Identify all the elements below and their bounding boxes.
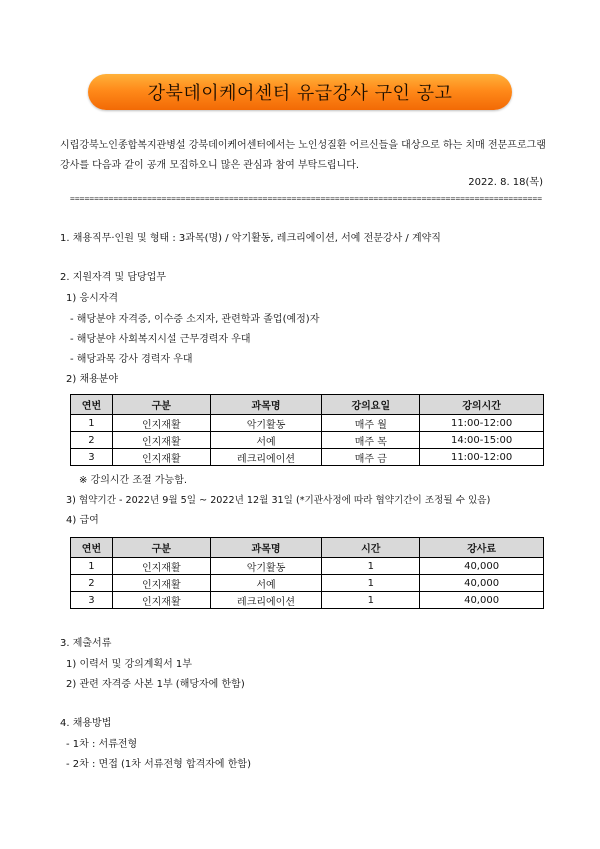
title-banner bbox=[88, 74, 512, 110]
table-cell: 11:00-12:00 bbox=[420, 449, 544, 466]
table-row bbox=[71, 432, 544, 449]
table-cell: 14:00-15:00 bbox=[420, 432, 544, 449]
table-cell: 3 bbox=[71, 592, 113, 609]
section-1-employment: 1. 채용직무·인원 및 형태 : 3과목(명) / 악기활동, 레크리에이션, 서예 전문강사 / 계약직 bbox=[60, 233, 441, 244]
document-item: 1) 이력서 및 강의계획서 1부 bbox=[66, 659, 192, 670]
table-cell: 40,000 bbox=[420, 558, 544, 575]
header-cell: 연번 bbox=[71, 538, 113, 558]
contract-period: 3) 협약기간 - 2022년 9월 5일 ~ 2022년 12월 31일 (*기관사정에 따라 협약기간이 조정될 수 있음) bbox=[66, 495, 491, 506]
salary-table bbox=[70, 537, 544, 609]
table-cell: 인지재활 bbox=[112, 449, 210, 466]
table-cell: 악기활동 bbox=[210, 558, 322, 575]
hiring-field-table bbox=[70, 394, 544, 466]
header-cell: 과목명 bbox=[210, 395, 322, 415]
header-cell: 강의요일 bbox=[322, 395, 420, 415]
table-cell: 40,000 bbox=[420, 575, 544, 592]
table-row bbox=[71, 592, 544, 609]
section-4-title: 4. 채용방법 bbox=[60, 718, 112, 729]
table-row bbox=[71, 575, 544, 592]
table-row bbox=[71, 449, 544, 466]
salary-heading: 4) 급여 bbox=[66, 515, 99, 526]
document-item: 2) 관련 자격증 사본 1부 (해당자에 한함) bbox=[66, 679, 245, 690]
table-cell: 3 bbox=[71, 449, 113, 466]
table-cell: 1 bbox=[322, 575, 420, 592]
table-cell: 2 bbox=[71, 432, 113, 449]
table-cell: 악기활동 bbox=[210, 415, 322, 432]
table-header-row bbox=[71, 395, 544, 415]
table-cell: 인지재활 bbox=[112, 415, 210, 432]
intro-paragraph: 시립강북노인종합복지관병설 강북데이케어센터에서는 노인성질환 어르신들을 대상으로 하는 치매 전문프로그램 강사를 다음과 같이 공개 모집하오니 많은 관심과 참여 부탁드립니다. bbox=[60, 140, 546, 171]
table-cell: 레크리에이션 bbox=[210, 449, 322, 466]
table-cell: 2 bbox=[71, 575, 113, 592]
header-cell: 구분 bbox=[112, 538, 210, 558]
header-cell: 강사료 bbox=[420, 538, 544, 558]
table-cell: 매주 금 bbox=[322, 449, 420, 466]
header-cell: 구분 bbox=[112, 395, 210, 415]
table-cell: 인지재활 bbox=[112, 592, 210, 609]
qualification-item: - 해당분야 자격증, 이수증 소지자, 관련학과 졸업(예정)자 bbox=[70, 314, 320, 325]
header-cell: 시간 bbox=[322, 538, 420, 558]
page-title: 강북데이케어센터 유급강사 구인 공고 bbox=[147, 83, 453, 104]
section-2-title: 2. 지원자격 및 담당업무 bbox=[60, 272, 167, 283]
table-cell: 서예 bbox=[210, 432, 322, 449]
method-item: - 2차 : 면접 (1차 서류전형 합격자에 한함) bbox=[66, 759, 251, 770]
table-cell: 1 bbox=[71, 415, 113, 432]
table-cell: 인지재활 bbox=[112, 432, 210, 449]
qualification-item: - 해당분야 사회복지시설 근무경력자 우대 bbox=[70, 334, 251, 345]
header-cell: 연번 bbox=[71, 395, 113, 415]
header-cell: 과목명 bbox=[210, 538, 322, 558]
table-cell: 1 bbox=[322, 592, 420, 609]
table-cell: 레크리에이션 bbox=[210, 592, 322, 609]
table-cell: 매주 목 bbox=[322, 432, 420, 449]
header-cell: 강의시간 bbox=[420, 395, 544, 415]
table-row bbox=[71, 558, 544, 575]
schedule-note: ※ 강의시간 조절 가능함. bbox=[79, 475, 188, 486]
divider-line: ================================================================================================== bbox=[70, 194, 543, 203]
notice-date: 2022. 8. 18(목) bbox=[468, 177, 543, 188]
qualification-item: - 해당과목 강사 경력자 우대 bbox=[70, 354, 193, 365]
table-cell: 1 bbox=[71, 558, 113, 575]
table-row bbox=[71, 415, 544, 432]
table-cell: 40,000 bbox=[420, 592, 544, 609]
table-cell: 11:00-12:00 bbox=[420, 415, 544, 432]
table-cell: 매주 월 bbox=[322, 415, 420, 432]
table-header-row bbox=[71, 538, 544, 558]
qualification-heading: 1) 응시자격 bbox=[66, 293, 119, 304]
section-3-title: 3. 제출서류 bbox=[60, 638, 112, 649]
table-cell: 서예 bbox=[210, 575, 322, 592]
table-cell: 인지재활 bbox=[112, 575, 210, 592]
method-item: - 1차 : 서류전형 bbox=[66, 739, 138, 750]
hiring-field-heading: 2) 채용분야 bbox=[66, 374, 119, 385]
table-cell: 1 bbox=[322, 558, 420, 575]
table-cell: 인지재활 bbox=[112, 558, 210, 575]
